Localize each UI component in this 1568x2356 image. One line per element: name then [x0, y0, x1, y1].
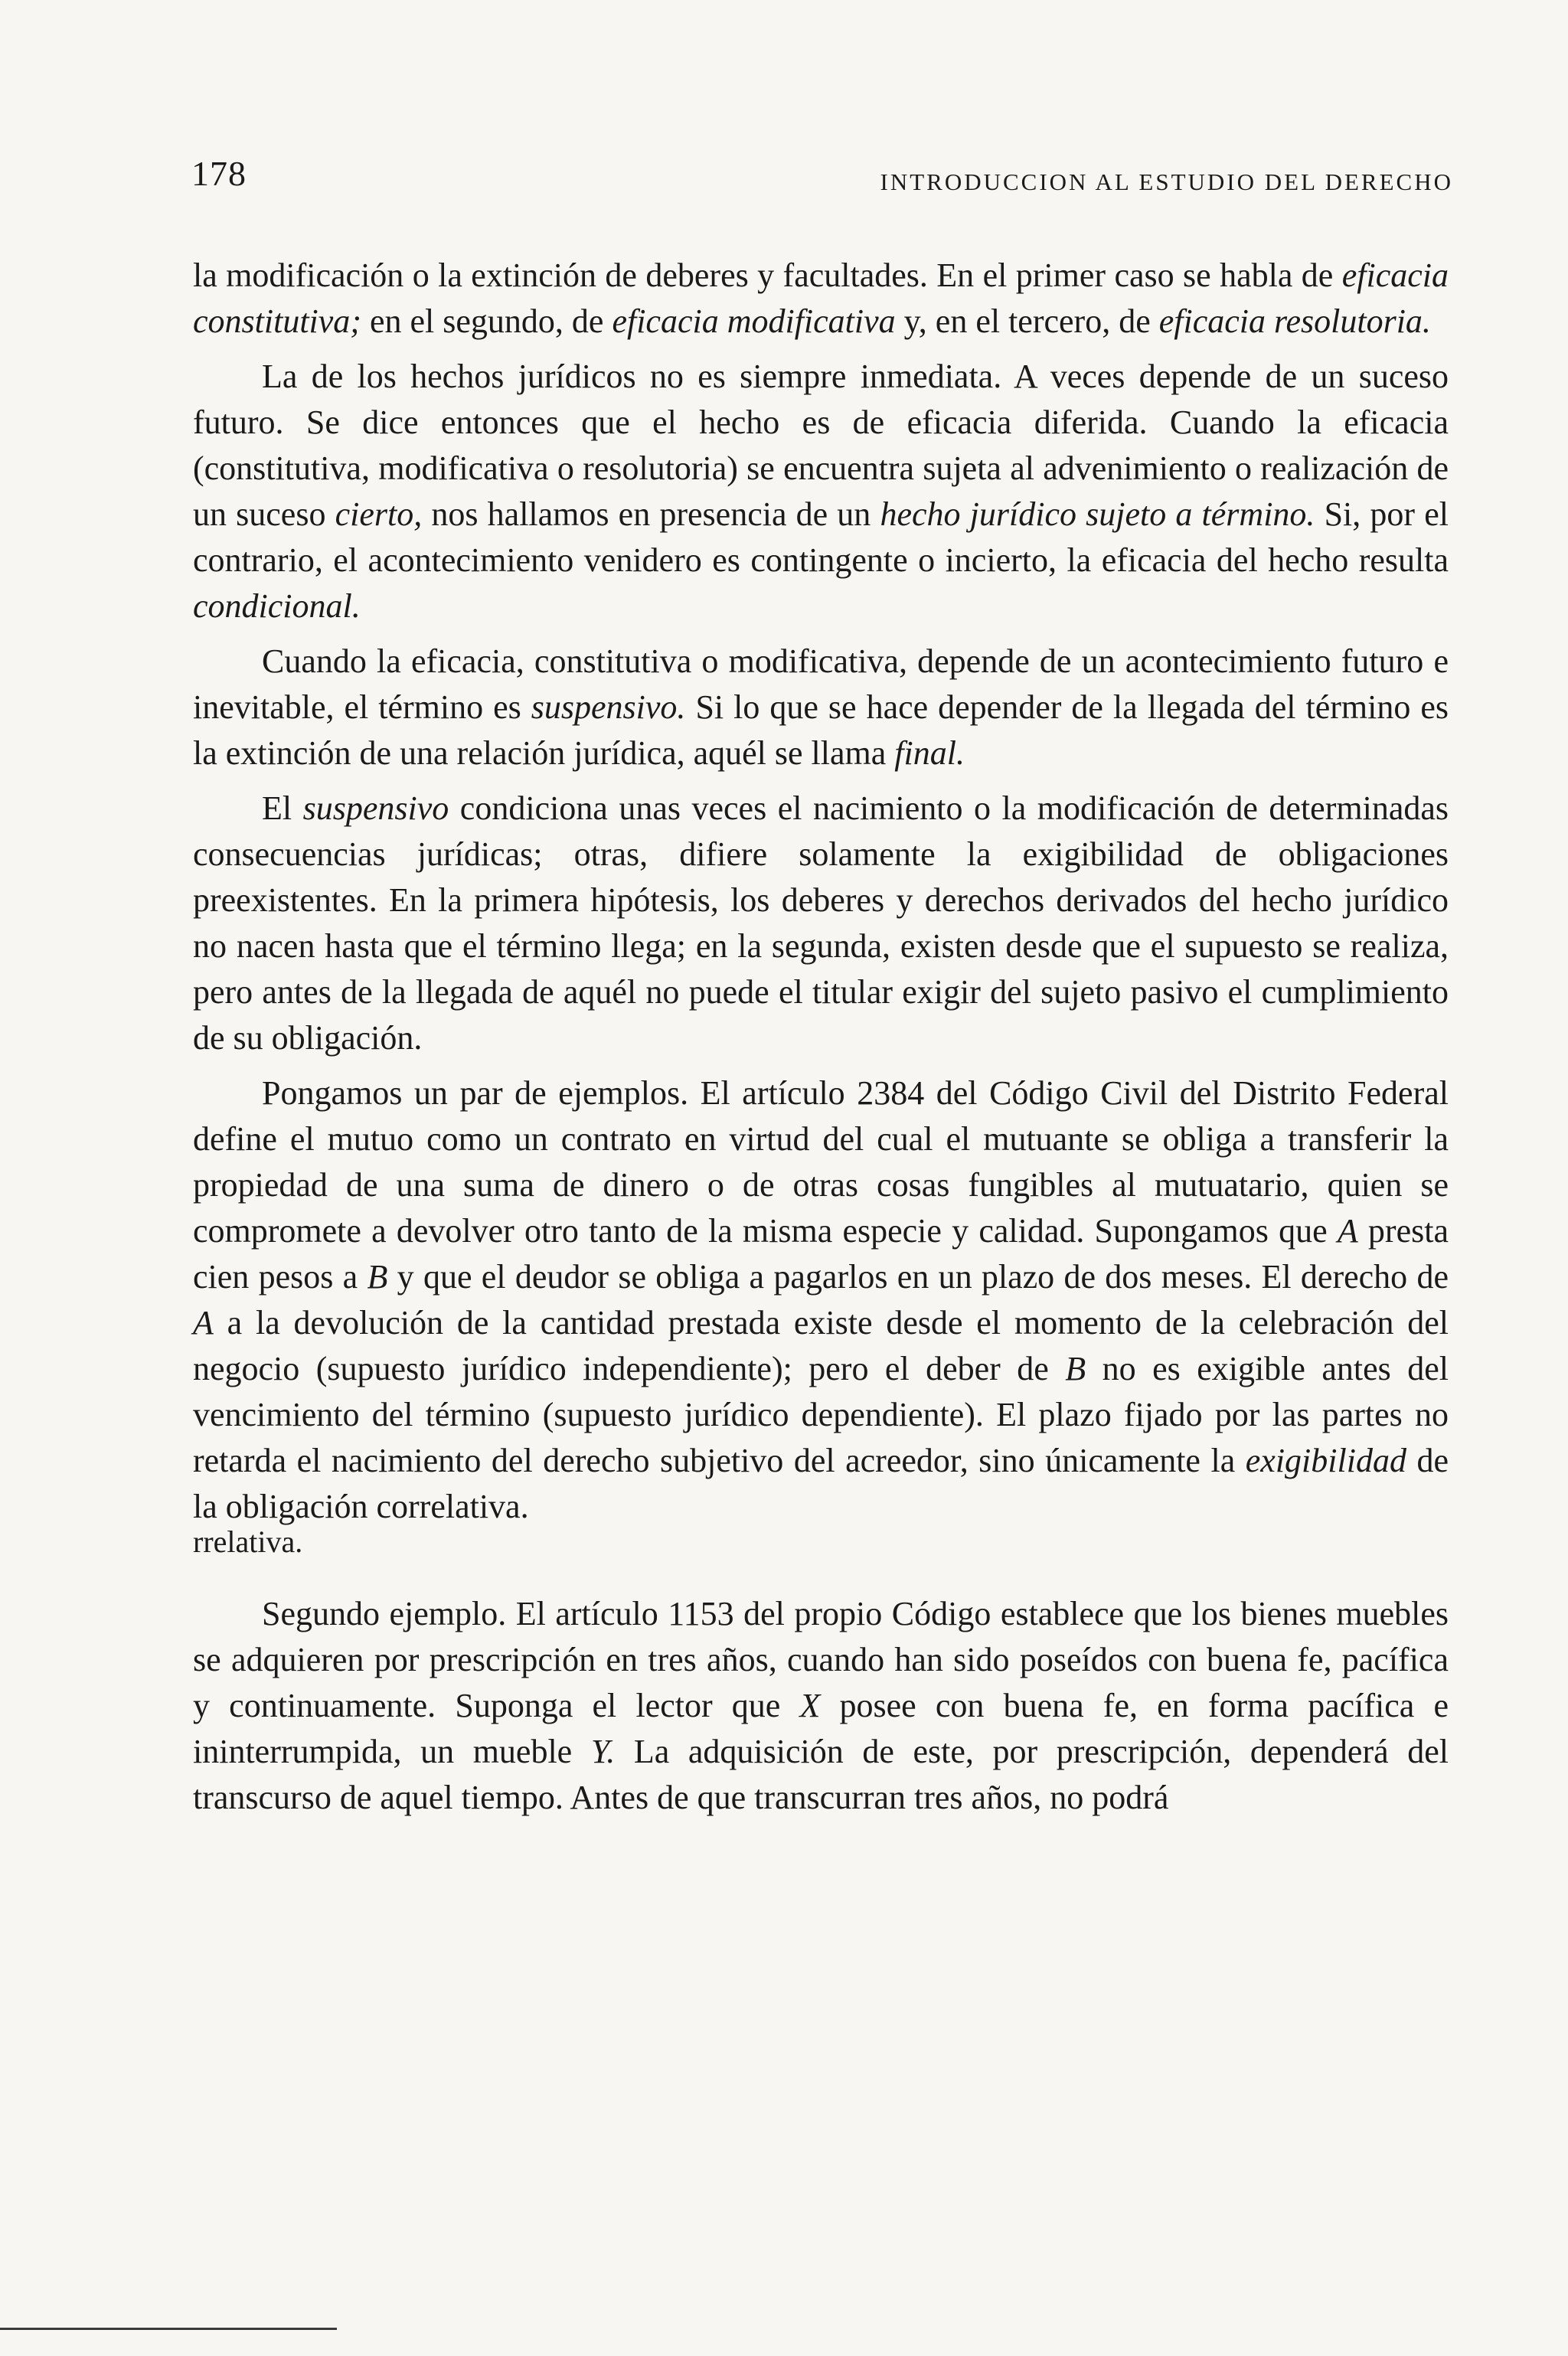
bottom-rule — [0, 2328, 337, 2330]
paragraph-4 — [193, 786, 1449, 1061]
text-run: La adquisición de este, por prescripción, dependerá del transcurso de aquel tiempo. Antes de que transcurran tres años, no podrá — [193, 1733, 1449, 1816]
text-run: Si lo que se hace depender de la llegada del término es la extinción de una relación jurídica, aquél se llama — [193, 688, 1449, 772]
italic-term: hecho jurídico sujeto a término. — [880, 495, 1315, 533]
italic-term: X — [799, 1687, 821, 1724]
body-text — [193, 253, 1449, 1821]
text-run: nos hallamos en presencia de un — [422, 495, 880, 533]
italic-term: cierto, — [335, 495, 423, 533]
text-run: Pongamos un par de ejemplos. El artículo 2384 del Código Civil del Distrito Federal define el mutuo como un contrato en virtud del cual el mutuante se obliga a transferir la propiedad de una suma de dinero o de otras cosas fungibles al mutuatario, quien se compromete a devolver otro tanto de la misma especie y calidad. Supongamos que — [193, 1074, 1449, 1250]
text-run: Segundo ejemplo. El artículo 1153 del propio Código establece que los bienes muebles se adquieren por prescripción en tres años, cuando han sido poseídos con buena fe, pacífica y continuamente. Suponga el lector que — [193, 1595, 1449, 1724]
text-run: La de los hechos jurídicos no es siempre inmediata. A veces depende de un suceso futuro. Se dice entonces que el hecho es de eficacia diferida. Cuando la eficacia (constitutiva, modificativa o resolutoria) se encuentra sujeta al advenimiento o realización de un suceso — [193, 358, 1449, 533]
italic-term: A — [1337, 1212, 1358, 1250]
text-run: en el segundo, de — [361, 302, 612, 340]
text-run: y, en el tercero, de — [895, 302, 1159, 340]
italic-term: eficacia resolutoria. — [1158, 302, 1431, 340]
running-head: INTRODUCCION AL ESTUDIO DEL DERECHO — [880, 168, 1453, 195]
text-run: la modificación o la extinción de deberes y facultades. En el primer caso se habla de — [193, 257, 1342, 294]
italic-term: exigibilidad — [1245, 1442, 1406, 1479]
text-run: rrelativa. — [193, 1524, 303, 1559]
stray-line — [193, 1525, 1449, 1559]
text-run: no es exigible antes del vencimiento del término (supuesto jurídico dependiente). El plazo fijado por las partes no retarda el nacimiento del derecho subjetivo del acreedor, sino únicamente la — [193, 1350, 1449, 1479]
text-run: El — [262, 789, 303, 827]
italic-term: A — [193, 1304, 214, 1341]
text-run: de la obligación correlativa. — [193, 1442, 1449, 1525]
text-run: Cuando la eficacia, constitutiva o modificativa, depende de un acontecimiento futuro e inevitable, el término es — [193, 642, 1449, 726]
page-header — [191, 153, 1453, 207]
italic-term: Y. — [590, 1733, 616, 1770]
italic-term: B — [1065, 1350, 1086, 1387]
text-run: a la devolución de la cantidad prestada existe desde el momento de la celebración del negocio (supuesto jurídico independiente); pero el deber de — [193, 1304, 1449, 1387]
italic-term: eficacia modificativa — [612, 302, 896, 340]
text-run: y que el deudor se obliga a pagarlos en un plazo de dos meses. El derecho de — [387, 1258, 1449, 1296]
text-run: presta cien pesos a — [193, 1212, 1449, 1296]
italic-term: suspensivo — [302, 789, 449, 827]
text-run: Si, por el contrario, el acontecimiento venidero es contingente o incierto, la eficacia del hecho resulta — [193, 495, 1449, 579]
text-run: condiciona unas veces el nacimiento o la modificación de determinadas consecuencias jurídicas; otras, difiere solamente la exigibilidad de obligaciones preexistentes. En la primera hipótesis, los deberes y derechos derivados del hecho jurídico no nacen hasta que el término llega; en la segunda, existen desde que el supuesto se realiza, pero antes de la llegada de aquél no puede el titular exigir del sujeto pasivo el cumplimiento de su obligación. — [193, 789, 1449, 1057]
italic-term: B — [367, 1258, 388, 1296]
paragraph-5 — [193, 1070, 1449, 1530]
italic-term: final. — [894, 734, 965, 772]
paragraph-2 — [193, 354, 1449, 629]
italic-term: suspensivo. — [531, 688, 686, 726]
paragraph-3 — [193, 639, 1449, 776]
italic-term: eficacia constitutiva; — [193, 257, 1449, 340]
text-run: posee con buena fe, en forma pacífica e ininterrumpida, un mueble — [193, 1687, 1449, 1770]
italic-term: condicional. — [193, 587, 361, 625]
page-number: 178 — [191, 154, 247, 193]
paragraph-6 — [193, 1591, 1449, 1821]
paragraph-1 — [193, 253, 1449, 345]
